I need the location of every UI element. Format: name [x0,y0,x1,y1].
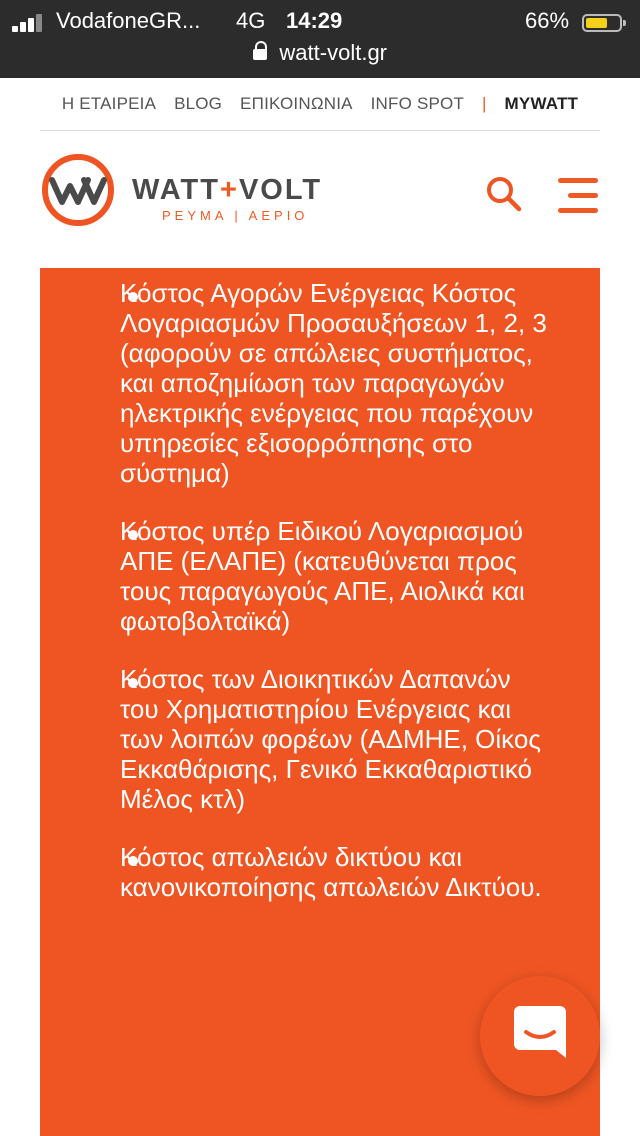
address-bar[interactable] [0,40,640,70]
logo-mark-icon [40,152,116,228]
top-nav [0,78,640,130]
signal-strength-icon [12,14,46,32]
list-item-text: Κόστος υπέρ Ειδικού Λογαριασμού ΑΠΕ (ΕΛΑΠΕ) (κατευθύνεται προς τους παραγωγούς ΑΠΕ, Αιολικά και φωτοβολταϊκά) [120,516,525,636]
nav-separator: | [481,94,487,113]
chat-launcher-button[interactable] [480,976,600,1096]
search-button[interactable] [484,174,524,214]
list-item-text: Κόστος Αγορών Ενέργειας Κόστος Λογαριασμών Προσαυξήσεων 1, 2, 3 (αφορούν σε απώλειες συστήματος, και αποζημίωση των παραγωγών ηλεκτρικής ενέργειας που παρέχουν υπηρεσίες εξισορρόπησης στο σύστημα) [120,278,547,488]
carrier-name: VodafoneGR... [56,8,201,33]
status-bar [0,0,640,78]
url-text: watt-volt.gr [279,40,388,65]
search-icon [484,174,524,214]
nav-item-mywatt[interactable]: MYWATT [504,94,579,113]
hamburger-icon [558,178,598,183]
logo-wordmark: WATT+VOLT [132,174,323,206]
logo-tagline: ΡΕΥΜΑ | ΑΕΡΙΟ [162,208,309,223]
nav-item-info-spot[interactable]: INFO SPOT [370,94,465,113]
chat-icon [512,1004,568,1060]
nav-item-blog[interactable]: BLOG [174,94,223,113]
battery-percent: 66% [525,8,570,33]
list-item [40,516,600,636]
list-item-text: Κόστος των Διοικητικών Δαπανών του Χρηματιστηρίου Ενέργειας και των λοιπών φορέων (ΑΔΜΗΕ, Οίκος Εκκαθάρισης, Γενικό Εκκαθαριστικό Μέλος κτλ) [120,664,541,814]
list-item [40,664,600,814]
nav-item-company[interactable]: Η ΕΤΑΙΡΕΙΑ [61,94,157,113]
list-item [40,278,600,488]
battery-icon [582,14,622,32]
list-item-text: Κόστος απωλειών δικτύου και κανονικοποίησης απωλειών Δικτύου. [120,842,542,902]
divider [40,130,600,131]
lock-icon [253,45,267,61]
menu-button[interactable] [558,176,602,214]
network-type: 4G [236,8,266,33]
list-item [40,842,600,902]
nav-item-contact[interactable]: ΕΠΙΚΟΙΝΩΝΙΑ [240,94,353,113]
clock: 14:29 [286,8,343,33]
cost-list [40,278,600,930]
